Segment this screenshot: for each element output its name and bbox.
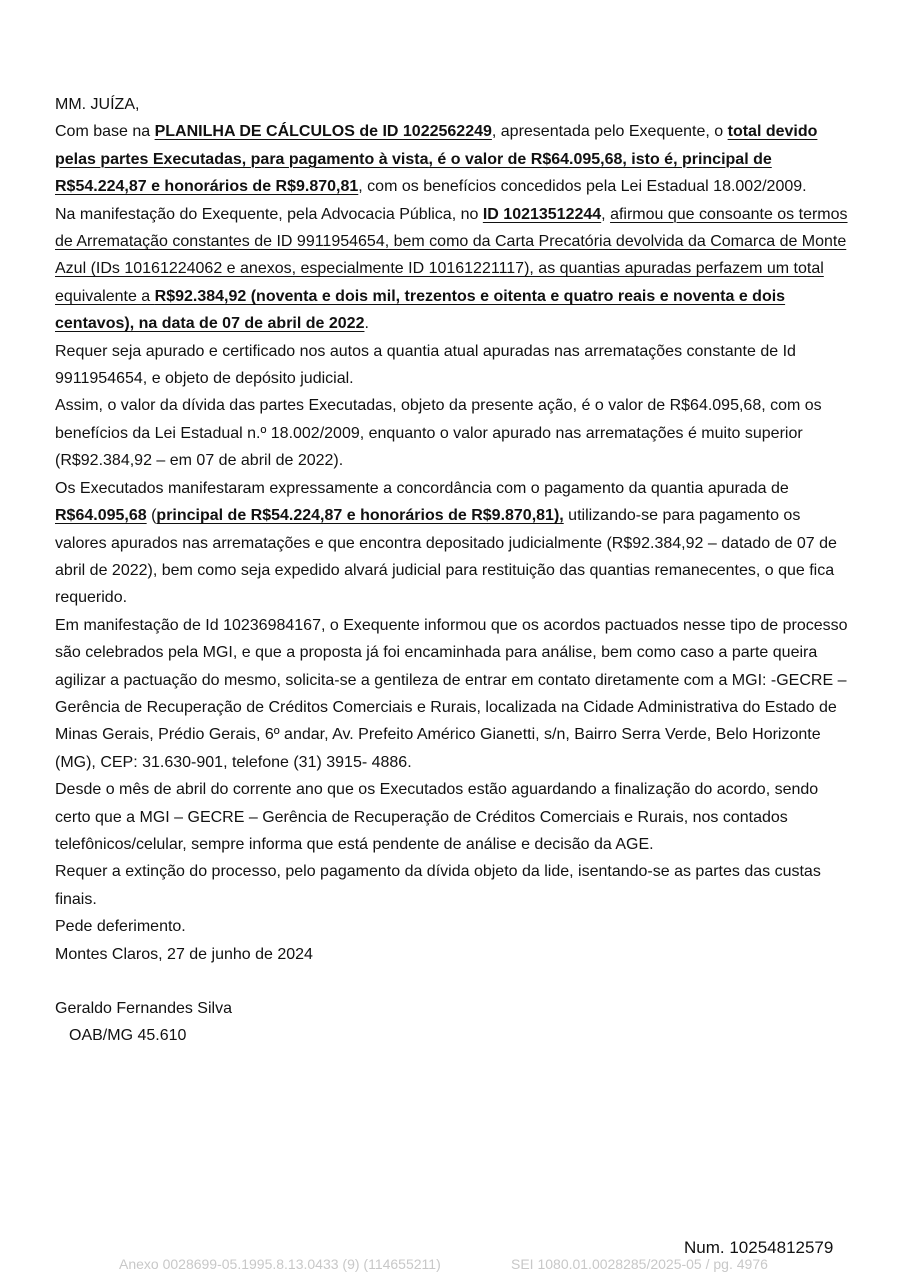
- document-body: [55, 91, 855, 1050]
- paragraph-2: [55, 201, 855, 338]
- paragraph-2-amount: R$92.384,92 (noventa e dois mil, trezentos e oitenta e quatro reais e noventa e dois centavos), na data de 07 de abril de 2022: [55, 287, 786, 333]
- paragraph-6: Em manifestação de Id 10236984167, o Exequente informou que os acordos pactuados nesse tipo de processo são celebrados pela MGI, e que a proposta já foi encaminhada para análise, bem como caso a parte queira agilizar a pactuação do mesmo, solicita-se a gentileza de entrar em contato diretamente com a MGI: -GECRE – Gerência de Recuperação de Créditos Comerciais e Rurais, localizada na Cidade Administrativa do Estado de Minas Gerais, Prédio Gerais, 6º andar, Av. Prefeito Américo Gianetti, s/n, Bairro Serra Verde, Belo Horizonte (MG), CEP: 31.630-901, telefone (31) 3915- 4886.: [55, 616, 848, 771]
- paragraph-5-breakdown: principal de R$54.224,87 e honorários de R$9.870,81),: [156, 507, 564, 525]
- spacer: [55, 968, 855, 995]
- paragraph-2-id-ref: ID 10213512244: [482, 205, 602, 223]
- paragraph-1-spreadsheet-ref: PLANILHA DE CÁLCULOS de ID 1022562249: [154, 123, 492, 141]
- paragraph-8: Requer a extinção do processo, pelo pagamento da dívida objeto da lide, isentando-se as partes das custas finais.: [55, 863, 821, 908]
- paragraph-4: Assim, o valor da dívida das partes Executadas, objeto da presente ação, é o valor de R$64.095,68, com os benefícios da Lei Estadual n.º 18.002/2009, enquanto o valor apurado nas arrematações é muito superior (R$92.384,92 – em 07 de abril de 2022).: [55, 397, 822, 470]
- paragraph-9: Pede deferimento.: [55, 918, 186, 936]
- salutation: MM. JUÍZA,: [55, 96, 140, 113]
- signer-name: Geraldo Fernandes Silva: [55, 1000, 232, 1017]
- paragraph-5-amount: R$64.095,68: [55, 507, 147, 525]
- place-date: Montes Claros, 27 de junho de 2024: [55, 945, 313, 963]
- oab-number: OAB/MG 45.610: [69, 1027, 187, 1045]
- footer-annex-ref: Anexo 0028699-05.1995.8.13.0433 (9) (114655211): [119, 1256, 441, 1272]
- paragraph-2-text-a: Na manifestação do Exequente, pela Advocacia Pública, no: [55, 205, 483, 223]
- paragraph-3: Requer seja apurado e certificado nos autos a quantia atual apuradas nas arrematações constante de Id 9911954654, e objeto de depósito judicial.: [55, 342, 796, 388]
- paragraph-1-text-a: Com base na: [55, 123, 155, 141]
- paragraph-5: [55, 475, 855, 612]
- paragraph-7: Desde o mês de abril do corrente ano que os Executados estão aguardando a finalização do acordo, sendo certo que a MGI – GECRE – Gerência de Recuperação de Créditos Comerciais e Rurais, nos contados telefônicos/celular, sempre informa que está pendente de análise e decisão da AGE.: [55, 781, 819, 853]
- paragraph-5-text-c: (: [146, 507, 157, 525]
- paragraph-2-statement: afirmou que consoante os termos de Arrematação constantes de ID 9911954654, bem como da Carta Precatória devolvida da Comarca de Monte Azul (IDs 10161224062 e anexos, especialmente ID 10161221117), as quantias apuradas perfazem um total equivalente a: [55, 205, 848, 305]
- paragraph-2-text-f: .: [364, 315, 369, 333]
- paragraph-1-text-c: , apresentada pelo Exequente, o: [491, 123, 728, 141]
- paragraph-5-text-a: Os Executados manifestaram expressamente a concordância com o pagamento da quantia apurada de: [55, 479, 789, 497]
- paragraph-2-text-c: ,: [601, 205, 611, 223]
- paragraph-1: [55, 118, 855, 200]
- paragraph-1-total-due: total devido pelas partes Executadas, para pagamento à vista, é o valor de R$64.095,68, isto é, principal de R$54.224,87 e honorários de R$9.870,81: [55, 123, 818, 196]
- paragraph-1-text-e: , com os benefícios concedidos pela Lei Estadual 18.002/2009.: [358, 178, 807, 196]
- document-number: Num. 10254812579: [684, 1238, 834, 1257]
- footer-sei-ref: SEI 1080.01.0028285/2025-05 / pg. 4976: [511, 1256, 768, 1272]
- paragraph-5-text-e: utilizando-se para pagamento os valores apurados nas arrematações e que encontra depositado judicialmente (R$92.384,92 – datado de 07 de abril de 2022), bem como seja expedido alvará judicial para restituição das quantias remanecentes, o que fica requerido.: [55, 507, 837, 607]
